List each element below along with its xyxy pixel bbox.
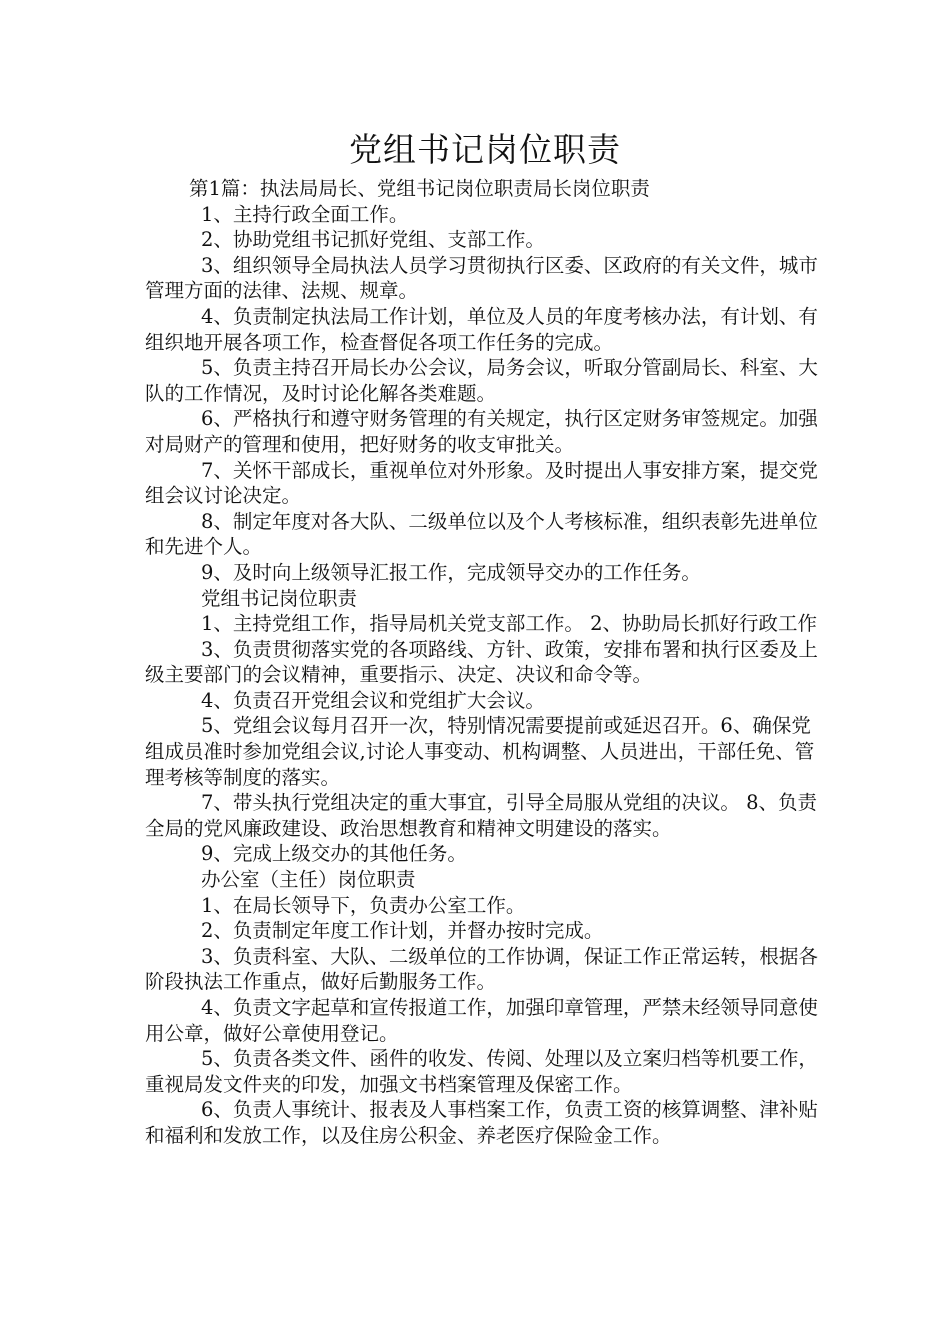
- paragraph: 3、组织领导全局执法人员学习贯彻执行区委、区政府的有关文件，城市管理方面的法律、法规、规章。: [145, 253, 818, 303]
- paragraph: 5、党组会议每月召开一次，特别情况需要提前或延迟召开。6、确保党组成员准时参加党组会议,讨论人事变动、机构调整、人员进出，干部任免、管理考核等制度的落实。: [145, 714, 815, 789]
- paragraph: 1、主持行政全面工作。: [201, 202, 409, 226]
- paragraph: 5、负责主持召开局长办公会议，局务会议，听取分管副局长、科室、大队的工作情况，及时讨论化解各类难题。: [145, 356, 818, 405]
- paragraph: 3、负责科室、大队、二级单位的工作协调，保证工作正常运转，根据各阶段执法工作重点，做好后勤服务工作。: [145, 944, 818, 994]
- paragraph: 4、负责文字起草和宣传报道工作，加强印章管理，严禁未经领导同意使用公章，做好公章使用登记。: [145, 996, 818, 1045]
- paragraph: 9、及时向上级领导汇报工作，完成领导交办的工作任务。: [201, 560, 701, 584]
- paragraph: 6、严格执行和遵守财务管理的有关规定，执行区定财务审签规定。加强对局财产的管理和使用，把好财务的收支审批关。: [145, 407, 818, 456]
- document-title: 党组书记岗位职责: [349, 130, 621, 169]
- paragraph: 5、负责各类文件、函件的收发、传阅、处理以及立案归档等机要工作，重视局发文件夹的印发，加强文书档案管理及保密工作。: [145, 1047, 818, 1096]
- paragraph: 6、负责人事统计、报表及人事档案工作，负责工资的核算调整、津补贴和福利和发放工作，以及住房公积金、养老医疗保险金工作。: [145, 1098, 818, 1147]
- paragraph: 4、负责召开党组会议和党组扩大会议。: [201, 688, 545, 712]
- section-heading: 办公室（主任）岗位职责: [201, 868, 416, 892]
- paragraph: 7、带头执行党组决定的重大事宜，引导全局服从党组的决议。 8、负责全局的党风廉政建设、政治思想教育和精神文明建设的落实。: [145, 791, 818, 840]
- paragraph: 2、协助党组书记抓好党组、支部工作。: [201, 228, 545, 252]
- paragraph: 1、在局长领导下，负责办公室工作。: [201, 893, 526, 917]
- paragraph: 1、主持党组工作，指导局机关党支部工作。 2、协助局长抓好行政工作: [201, 612, 818, 636]
- paragraph: 4、负责制定执法局工作计划，单位及人员的年度考核办法，有计划、有组织地开展各项工作，检查督促各项工作任务的完成。: [145, 304, 818, 354]
- section-heading: 党组书记岗位职责: [201, 586, 358, 610]
- paragraph: 3、负责贯彻落实党的各项路线、方针、政策，安排布署和执行区委及上级主要部门的会议精神，重要指示、决定、决议和命令等。: [145, 637, 818, 687]
- paragraph: 8、制定年度对各大队、二级单位以及个人考核标准，组织表彰先进单位和先进个人。: [145, 509, 818, 559]
- paragraph: 2、负责制定年度工作计划，并督办按时完成。: [201, 919, 604, 943]
- document-body: [145, 202, 825, 1149]
- document-subtitle: 第1篇：执法局局长、党组书记岗位职责局长岗位职责: [189, 177, 650, 200]
- paragraph: 9、完成上级交办的其他任务。: [201, 842, 467, 866]
- paragraph: 7、关怀干部成长，重视单位对外形象。及时提出人事安排方案，提交党组会议讨论决定。: [145, 458, 818, 508]
- document-page: [145, 128, 825, 1149]
